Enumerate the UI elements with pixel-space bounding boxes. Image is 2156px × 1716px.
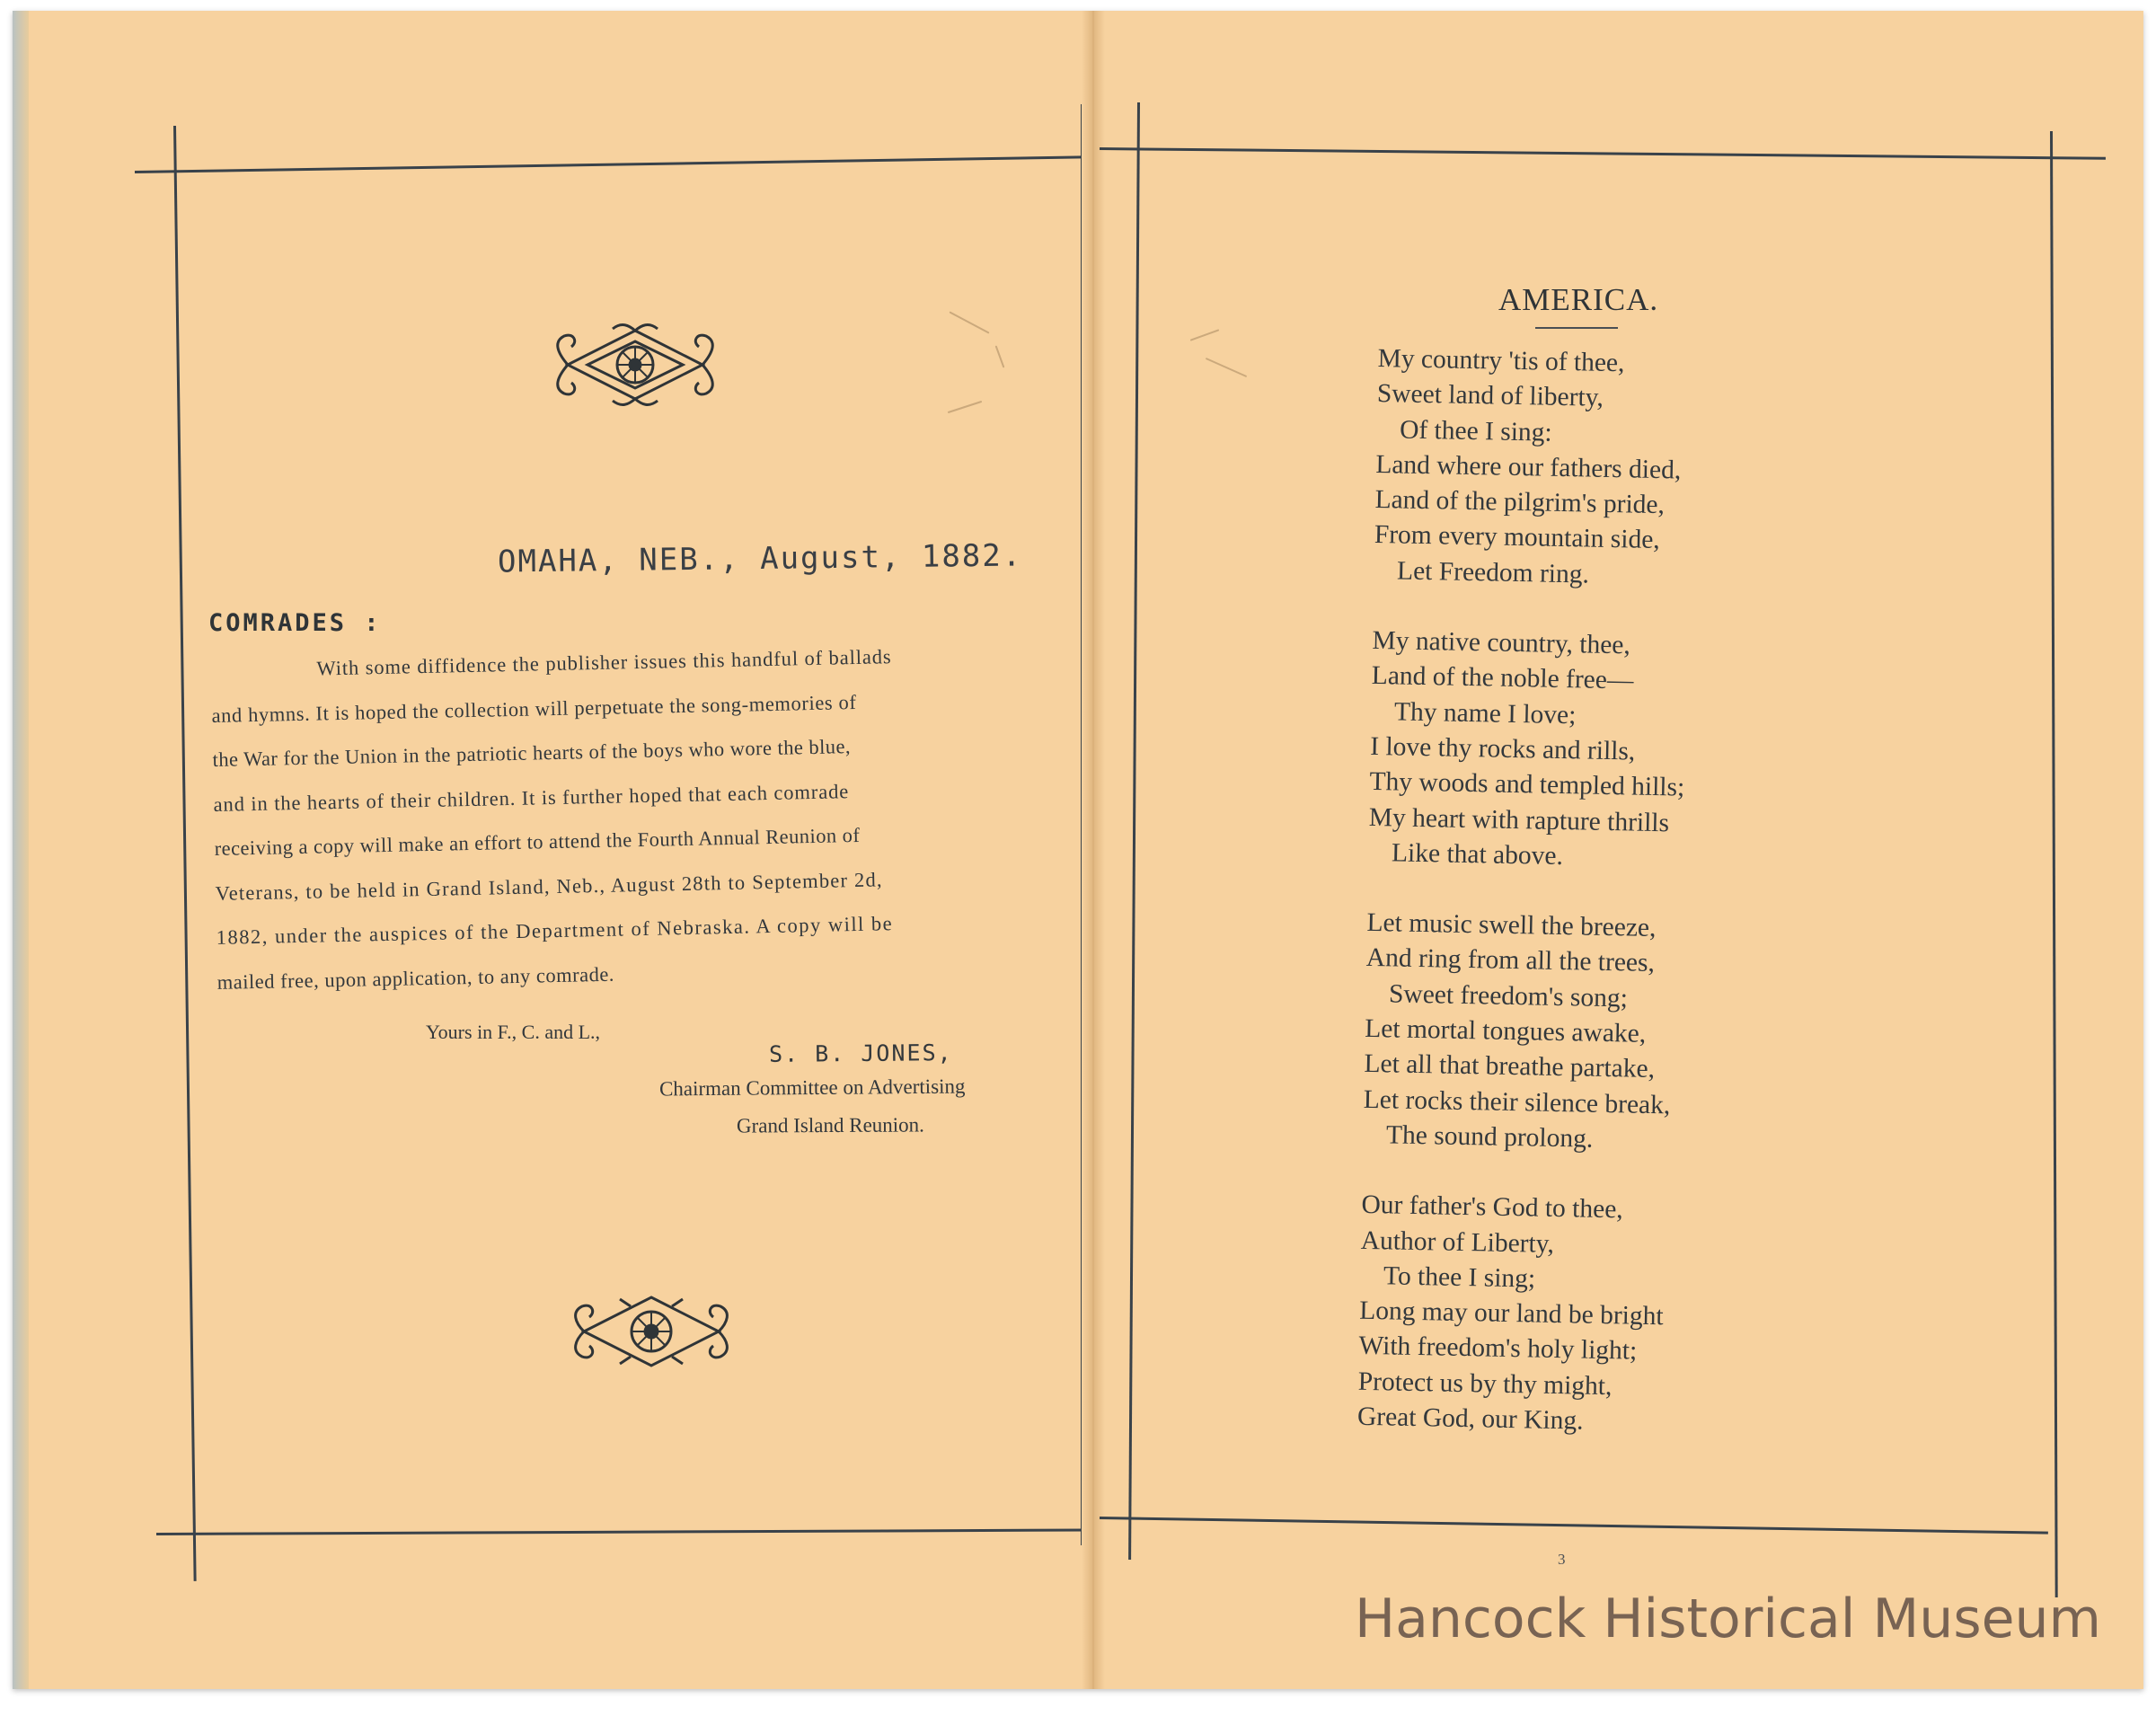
verse-line: Protect us by thy might,	[1357, 1367, 1613, 1401]
verse-3	[1363, 906, 1870, 1163]
top-ornament-icon	[550, 320, 720, 410]
left-border-bottom	[156, 1528, 1091, 1535]
verse-2	[1368, 624, 1876, 880]
verse-line: The sound prolong.	[1385, 1120, 1594, 1154]
right-border-left	[1128, 102, 1140, 1560]
verse-line: I love thy rocks and rills,	[1370, 731, 1636, 766]
verse-line: Thy name I love;	[1393, 697, 1577, 730]
bottom-ornament-icon	[566, 1287, 737, 1376]
letter-line: the War for the Union in the patriotic hearts of the boys who wore the blue,	[212, 735, 852, 771]
verse-line: Sweet freedom's song;	[1388, 979, 1629, 1013]
signature-name: S. B. JONES,	[768, 1039, 953, 1067]
signature-organization: Grand Island Reunion.	[736, 1113, 924, 1137]
left-border-top	[135, 155, 1091, 173]
verse-line: From every mountain side,	[1374, 520, 1661, 555]
open-booklet	[13, 11, 2143, 1689]
verse-4	[1357, 1188, 1865, 1445]
verse-line: Great God, our King.	[1356, 1402, 1584, 1436]
verse-1	[1374, 341, 1881, 598]
verse-line: My heart with rapture thrills	[1368, 802, 1670, 837]
verse-line: Sweet land of liberty,	[1376, 379, 1604, 413]
left-border-left	[173, 126, 197, 1581]
letter-line: and in the hearts of their children. It is further hoped that each comrade	[213, 779, 850, 816]
letter-line: and hymns. It is hoped the collection will perpetuate the song-memories of	[211, 690, 857, 727]
verse-line: Let music swell the breeze,	[1366, 908, 1657, 943]
letter-body	[210, 630, 1098, 1004]
signature-title: Chairman Committee on Advertising	[658, 1075, 966, 1101]
title-underline	[1535, 327, 1618, 329]
verse-line: With freedom's holy light;	[1358, 1331, 1638, 1367]
museum-watermark: Hancock Historical Museum	[1355, 1588, 2101, 1650]
verse-line: Thy woods and templed hills;	[1369, 767, 1685, 802]
verse-line: Long may our land be bright	[1358, 1296, 1664, 1331]
poem-america	[1356, 341, 1881, 1480]
letter-line: With some diffidence the publisher issues this handful of ballads	[316, 645, 892, 680]
verse-line: Like that above.	[1391, 838, 1564, 871]
paper-crease	[995, 345, 1005, 367]
right-border-top	[1100, 147, 2106, 160]
left-page	[13, 11, 1091, 1689]
verse-line: Author of Liberty,	[1360, 1225, 1555, 1259]
dateline: OMAHA, NEB., August, 1882.	[497, 537, 1023, 580]
right-border-right	[2050, 131, 2058, 1597]
page-number: 3	[1558, 1551, 1566, 1568]
letter-line: 1882, under the auspices of the Department of Nebraska. A copy will be	[216, 912, 894, 949]
verse-line: To thee I sing;	[1383, 1261, 1536, 1294]
verse-line: Of thee I sing:	[1399, 415, 1552, 447]
paper-crease	[948, 401, 983, 413]
verse-line: And ring from all the trees,	[1365, 943, 1656, 978]
verse-line: Let mortal tongues awake,	[1365, 1013, 1647, 1048]
paper-crease	[1190, 329, 1220, 341]
verse-line: Let all that breathe partake,	[1364, 1049, 1656, 1084]
sign-off: Yours in F., C. and L.,	[426, 1021, 601, 1043]
verse-line: My native country, thee,	[1372, 626, 1631, 660]
verse-line: Our father's God to thee,	[1361, 1190, 1624, 1225]
verse-line: Let rocks their silence break,	[1363, 1084, 1671, 1120]
letter-line: receiving a copy will make an effort to attend the Fourth Annual Reunion of	[214, 823, 861, 860]
verse-line: Land of the noble free—	[1371, 661, 1634, 695]
letter-line: mailed free, upon application, to any comrade.	[216, 962, 615, 994]
paper-crease	[1206, 358, 1247, 377]
verse-line: My country 'tis of thee,	[1377, 343, 1625, 378]
verse-line: Land of the pilgrim's pride,	[1374, 485, 1666, 520]
verse-line: Let Freedom ring.	[1396, 556, 1590, 589]
verse-line: Land where our fathers died,	[1375, 449, 1682, 485]
poem-title: AMERICA.	[1498, 282, 1659, 317]
paper-crease	[949, 311, 989, 333]
salutation: COMRADES :	[208, 609, 382, 637]
right-border-bottom	[1100, 1517, 2048, 1535]
letter-line: Veterans, to be held in Grand Island, Neb., August 28th to September 2d,	[215, 867, 883, 905]
